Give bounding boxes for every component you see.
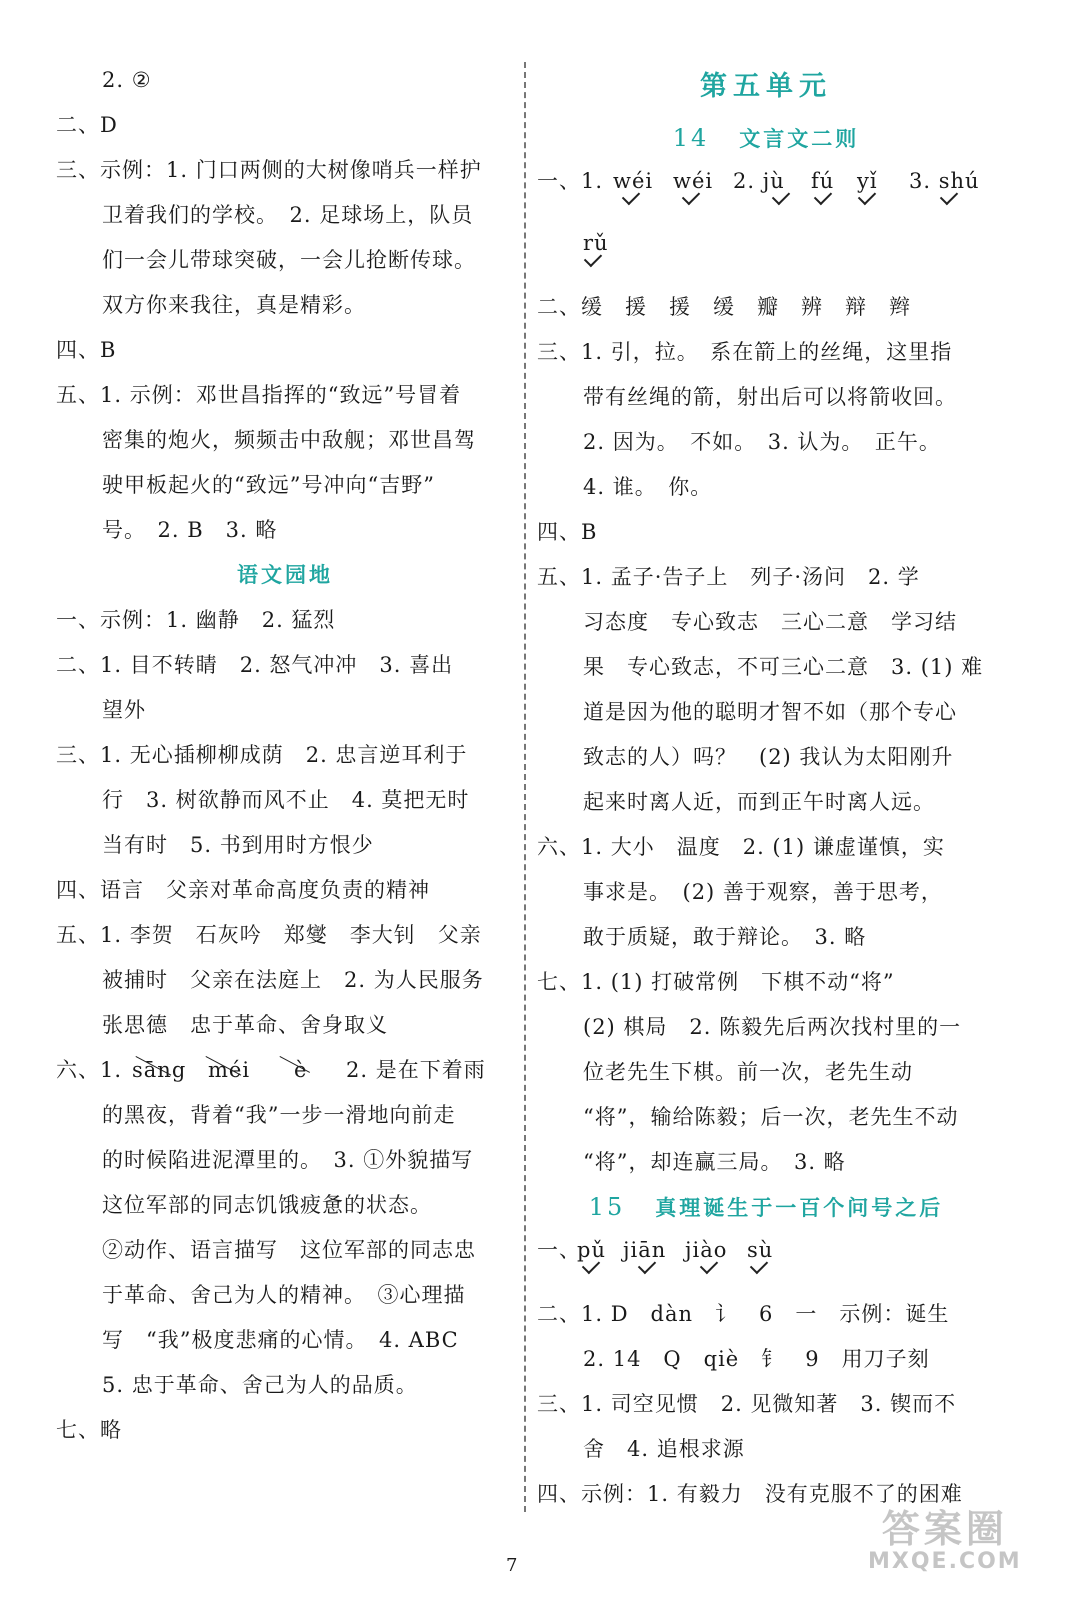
answer-line: 望外 <box>102 698 146 722</box>
right-column <box>537 58 995 1517</box>
answer-line: 二、1. D dàn 讠 6 一 示例：诞生 <box>537 1302 950 1326</box>
answer-line: 习态度 专心致志 三心二意 学习结 <box>583 610 957 634</box>
answer-line: 位老先生下棋。前一次，老先生动 <box>583 1060 913 1084</box>
watermark-logo <box>868 1498 1022 1574</box>
lesson-number: 14 <box>672 124 710 152</box>
answer-line: 事求是。 (2) 善于观察，善于思考， <box>583 880 943 904</box>
pinyin-check-line <box>537 161 995 223</box>
answer-line: 5. 忠于革命、舍己为人的品质。 <box>102 1373 418 1397</box>
answer-line: 的黑夜，背着“我”一步一滑地向前走 <box>102 1103 456 1127</box>
answer-line: (2) 棋局 2. 陈毅先后两次找村里的一 <box>583 1015 962 1039</box>
answer-line: 舍 4. 追根求源 <box>583 1437 745 1461</box>
lesson-title: 真理诞生于一百个问号之后 <box>655 1196 944 1220</box>
answer-line: 带有丝绳的箭，射出后可以将箭收回。 <box>583 385 957 409</box>
answer-line: 三、示例：1. 门口两侧的大树像哨兵一样护 <box>56 158 482 182</box>
answer-line: 卫着我们的学校。 2. 足球场上，队员 <box>102 203 474 227</box>
answer-line: 一、示例：1. 幽静 2. 猛烈 <box>56 608 336 632</box>
lesson-number: 15 <box>588 1193 626 1221</box>
answer-line: 这位军部的同志饥饿疲惫的状态。 <box>102 1193 432 1217</box>
answer-line: 七、1. (1) 打破常例 下棋不动“将” <box>537 970 895 994</box>
answer-line: 果 专心致志，不可三心二意 3. (1) 难 <box>583 655 984 679</box>
answer-line: 致志的人）吗？ (2) 我认为太阳刚升 <box>583 745 954 769</box>
watermark-url: MXQE.COM <box>868 1549 1022 1574</box>
pinyin-text: jiān <box>623 1238 667 1262</box>
answer-line: 敢于质疑，敢于辩论。 3. 略 <box>583 925 867 949</box>
answer-line: 四、语言 父亲对革命高度负责的精神 <box>56 878 430 902</box>
answer-line: 2. 14 Q qiè 钅 9 用刀子刻 <box>583 1347 930 1371</box>
answer-line: 七、略 <box>56 1418 122 1442</box>
answer-line: 密集的炮火，频频击中敌舰；邓世昌驾 <box>102 428 476 452</box>
pinyin-check-line <box>537 1230 995 1292</box>
answer-line: 起来时离人近，而到正午时离人远。 <box>583 790 935 814</box>
answer-line: “将”，输给陈毅；后一次，老先生不动 <box>583 1105 959 1129</box>
pinyin-text: jiào <box>685 1238 728 1262</box>
answer-line: 双方你来我往，真是精彩。 <box>102 293 366 317</box>
answer-line: 号。 2. B 3. 略 <box>102 518 278 542</box>
pinyin-text: pǔ <box>577 1238 606 1262</box>
answer-line: 的时候陷进泥潭里的。 3. ①外貌描写 <box>102 1148 474 1172</box>
section-heading-yuwen-yuandi: 语文园地 <box>237 563 333 587</box>
answer-line: 三、1. 无心插柳柳成荫 2. 忠言逆耳利于 <box>56 743 468 767</box>
answer-line: 五、1. 示例：邓世昌指挥的“致远”号冒着 <box>56 383 462 407</box>
pinyin-text: fú <box>811 169 835 193</box>
answer-prefix: 六、1. <box>56 1058 123 1082</box>
lesson-heading-14 <box>537 116 995 161</box>
answer-line: 驶甲板起火的“致远”号冲向“吉野” <box>102 473 435 497</box>
answer-line: 2. 因为。 不如。 3. 认为。 正午。 <box>583 430 941 454</box>
answer-line: 于革命、舍己为人的精神。 ③心理描 <box>102 1283 466 1307</box>
answer-line: 五、1. 李贺 石灰吟 郑燮 李大钊 父亲 <box>56 923 482 947</box>
pinyin-text: méi <box>208 1058 251 1082</box>
answer-line: 二、D <box>56 113 118 137</box>
answer-prefix: 一、 <box>537 1238 581 1262</box>
answer-line: 三、1. 司空见惯 2. 见微知著 3. 锲而不 <box>537 1392 957 1416</box>
answer-line: 被捕时 父亲在法庭上 2. 为人民服务 <box>102 968 484 992</box>
answer-line: 写 “我”极度悲痛的心情。 4. ABC <box>102 1328 459 1352</box>
answer-line: 二、1. 目不转睛 2. 怒气冲冲 3. 喜出 <box>56 653 454 677</box>
pinyin-text: wéi <box>613 169 654 193</box>
pinyin-crossed <box>208 1048 250 1093</box>
answer-line: 四、示例：1. 有毅力 没有克服不了的困难 <box>537 1482 963 1506</box>
answer-line: “将”，却连赢三局。 3. 略 <box>583 1150 846 1174</box>
pinyin-crossed <box>132 1048 186 1093</box>
answer-line: 四、B <box>56 338 117 362</box>
lesson-title: 文言文二则 <box>739 127 860 151</box>
page-number: 7 <box>506 1555 518 1576</box>
answer-line: ②动作、语言描写 这位军部的同志忠 <box>102 1238 476 1262</box>
answer-line: 当有时 5. 书到用时方恨少 <box>102 833 374 857</box>
pinyin-text: 2. jù <box>733 169 785 193</box>
pinyin-answer-line <box>56 1048 514 1093</box>
watermark-text: 答案圈 <box>881 1507 1008 1551</box>
pinyin-text: rǔ <box>583 231 609 255</box>
pinyin-text: yǐ <box>857 169 878 193</box>
answer-line: 四、B <box>537 520 598 544</box>
answer-line: 五、1. 孟子·告子上 列子·汤问 2. 学 <box>537 565 920 589</box>
answer-line: 2. ② <box>102 68 152 92</box>
answer-line: 们一会儿带球突破，一会儿抢断传球。 <box>102 248 476 272</box>
pinyin-text: sù <box>747 1238 774 1262</box>
left-column <box>56 58 514 1453</box>
column-divider <box>524 62 526 1512</box>
answer-line: 六、1. 大小 温度 2. (1) 谦虚谨慎，实 <box>537 835 945 859</box>
lesson-heading-15 <box>537 1185 995 1230</box>
pinyin-crossed <box>294 1048 307 1093</box>
pinyin-text: 3. shú <box>909 169 980 193</box>
answer-line: 道是因为他的聪明才智不如（那个专心 <box>583 700 957 724</box>
answer-prefix: 一、1. <box>537 169 604 193</box>
pinyin-text: wéi <box>673 169 714 193</box>
answer-line: 行 3. 树欲静而风不止 4. 莫把无时 <box>102 788 470 812</box>
answer-line: 三、1. 引，拉。 系在箭上的丝绳，这里指 <box>537 340 953 364</box>
unit-heading: 第五单元 <box>700 71 832 102</box>
pinyin-text: è <box>294 1058 308 1082</box>
answer-line: 4. 谁。 你。 <box>583 475 713 499</box>
answer-text: 2. 是在下着雨 <box>346 1058 486 1082</box>
pinyin-check-line <box>537 223 995 285</box>
answer-line: 张思德 忠于革命、舍身取义 <box>102 1013 388 1037</box>
pinyin-text: sāng <box>132 1058 187 1082</box>
answer-line: 二、缓 援 援 缓 瓣 辨 辩 辫 <box>537 295 911 319</box>
